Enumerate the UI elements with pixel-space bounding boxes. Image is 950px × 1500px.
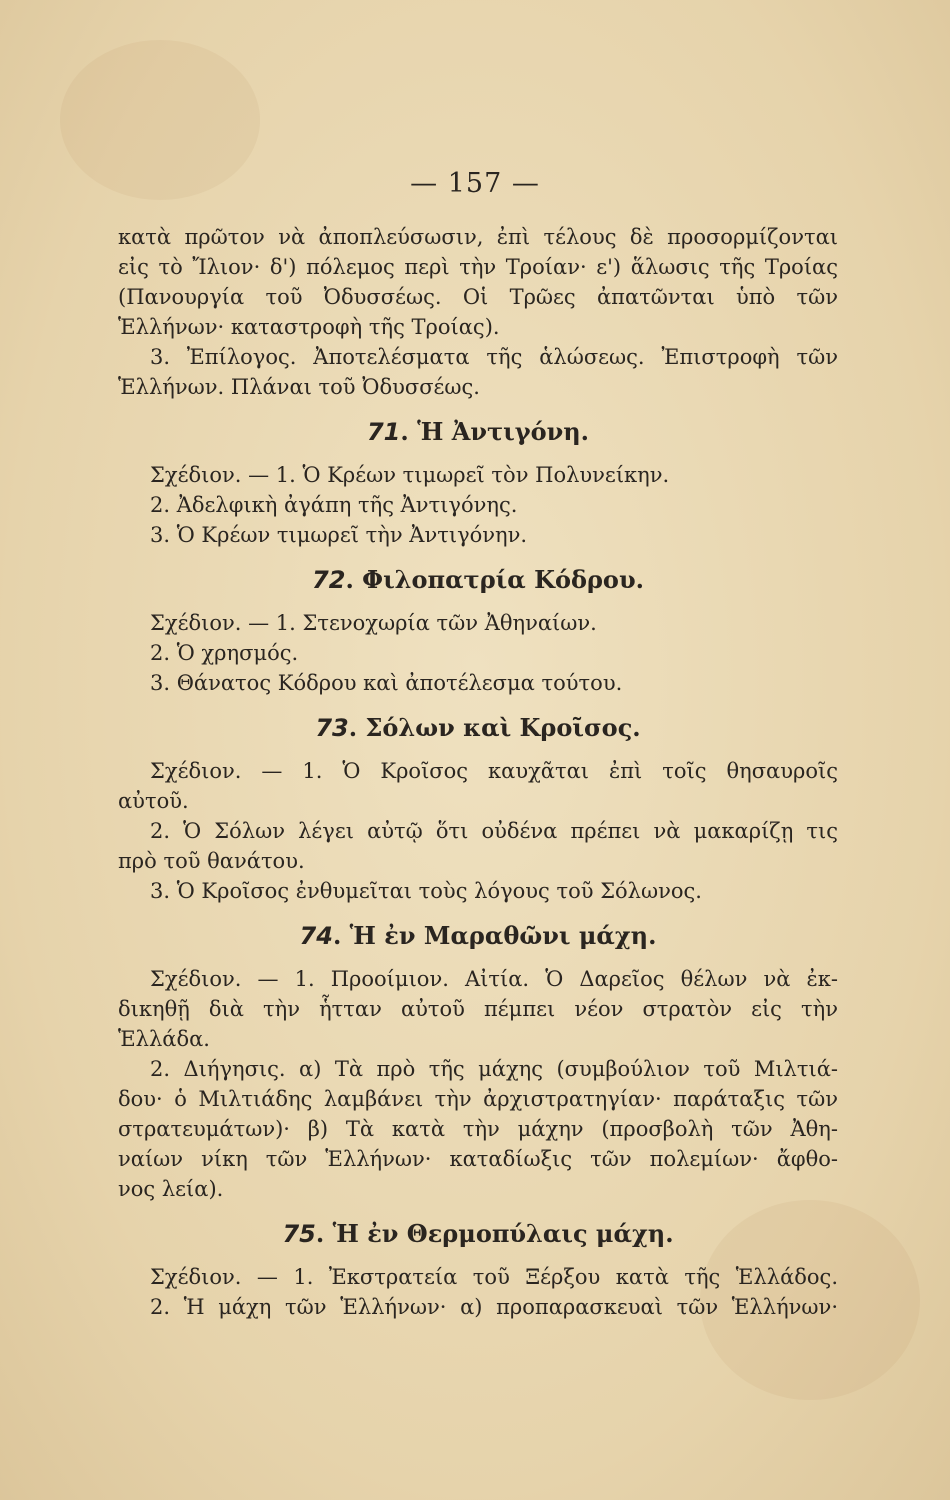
- section-heading: 75. Ἡ ἐν Θερμοπύλαις μάχη.: [282, 1219, 674, 1248]
- section-heading: 74. Ἡ ἐν Μαραθῶνι μάχη.: [299, 921, 657, 950]
- text-line: 3. Ὁ Κροῖσος ἐνθυμεῖται τοὺς λόγους τοῦ Σόλωνος.: [150, 879, 702, 903]
- section-title: Φιλοπατρία Κόδρου.: [362, 565, 644, 594]
- text-line: νος λεία).: [118, 1177, 224, 1201]
- text-line: ναίων νίκη τῶν Ἑλλήνων· καταδίωξις τῶν πολεμίων· ἄφθο-: [118, 1147, 838, 1171]
- text-line: εἰς τὸ Ἴλιον· δ') πόλεμος περὶ τὴν Τροίαν· ε') ἅλωσις τῆς Τροίας: [118, 255, 838, 279]
- text-line: 3. Ἐπίλογος. Ἀποτελέσματα τῆς ἁλώσεως. Ἐπιστροφὴ τῶν: [150, 345, 838, 369]
- page-number: — 157 —: [410, 168, 540, 199]
- text-line: κατὰ πρῶτον νὰ ἀποπλεύσωσιν, ἐπὶ τέλους δὲ προσορμίζονται: [118, 225, 838, 249]
- text-line: 2. Ἀδελφικὴ ἀγάπη τῆς Ἀντιγόνης.: [150, 493, 518, 517]
- section-title: Ἡ Ἀντιγόνη.: [417, 417, 590, 446]
- text-line: Σχέδιον. — 1. Προοίμιον. Αἰτία. Ὁ Δαρεῖος θέλων νὰ ἐκ-: [150, 967, 838, 991]
- text-line: Ἑλλάδα.: [118, 1027, 210, 1051]
- text-line: στρατευμάτων)· β) Τὰ κατὰ τὴν μάχην (προσβολὴ τῶν Ἀθη-: [118, 1117, 838, 1141]
- section-title: Ἡ ἐν Μαραθῶνι μάχη.: [349, 921, 657, 950]
- text-line: 2. Ὁ χρησμός.: [150, 641, 299, 665]
- text-line: Σχέδιον. — 1. Ἐκστρατεία τοῦ Ξέρξου κατὰ τῆς Ἑλλάδος.: [150, 1265, 838, 1289]
- text-line: δου· ὁ Μιλτιάδης λαμβάνει τὴν ἀρχιστρατηγίαν· παράταξις τῶν: [118, 1087, 838, 1111]
- text-line: 2. Ὁ Σόλων λέγει αὐτῷ ὅτι οὐδένα πρέπει νὰ μακαρίζῃ τις: [150, 819, 838, 843]
- text-line: Σχέδιον. — 1. Ὁ Κρέων τιμωρεῖ τὸν Πολυνείκην.: [150, 463, 670, 487]
- section-number: 71: [366, 418, 401, 446]
- text-line: Σχέδιον. — 1. Στενοχωρία τῶν Ἀθηναίων.: [150, 611, 597, 635]
- text-line: αὐτοῦ.: [118, 789, 189, 813]
- section-heading: 73. Σόλων καὶ Κροῖσος.: [315, 713, 641, 742]
- text-line: πρὸ τοῦ θανάτου.: [118, 849, 305, 873]
- section-heading: 71. Ἡ Ἀντιγόνη.: [366, 417, 590, 446]
- text-line: Σχέδιον. — 1. Ὁ Κροῖσος καυχᾶται ἐπὶ τοῖς θησαυροῖς: [150, 759, 838, 783]
- text-line: 3. Ὁ Κρέων τιμωρεῖ τὴν Ἀντιγόνην.: [150, 523, 528, 547]
- section-title: Σόλων καὶ Κροῖσος.: [365, 713, 641, 742]
- section-heading: 72. Φιλοπατρία Κόδρου.: [312, 565, 644, 594]
- text-line: Ἑλλήνων· καταστροφὴ τῆς Τροίας).: [118, 315, 500, 339]
- section-title: Ἡ ἐν Θερμοπύλαις μάχη.: [332, 1219, 674, 1248]
- text-line: (Πανουργία τοῦ Ὀδυσσέως. Οἱ Τρῶες ἀπατῶνται ὑπὸ τῶν: [118, 285, 838, 309]
- text-line: 2. Διήγησις. α) Τὰ πρὸ τῆς μάχης (συμβούλιον τοῦ Μιλτιά-: [150, 1057, 838, 1081]
- text-line: 3. Θάνατος Κόδρου καὶ ἀποτέλεσμα τούτου.: [150, 671, 623, 695]
- text-line: δικηθῇ διὰ τὴν ἧτταν αὐτοῦ πέμπει νέον στρατὸν εἰς τὴν: [118, 997, 838, 1021]
- section-number: 74: [299, 922, 333, 950]
- text-line: Ἑλλήνων. Πλάναι τοῦ Ὀδυσσέως.: [118, 375, 480, 399]
- page-text: [118, 222, 838, 1322]
- text-line: 2. Ἡ μάχη τῶν Ἑλλήνων· α) προπαρασκευαὶ τῶν Ἑλλήνων·: [150, 1295, 838, 1319]
- section-number: 75: [282, 1220, 316, 1248]
- section-number: 73: [315, 714, 349, 742]
- section-number: 72: [312, 566, 346, 594]
